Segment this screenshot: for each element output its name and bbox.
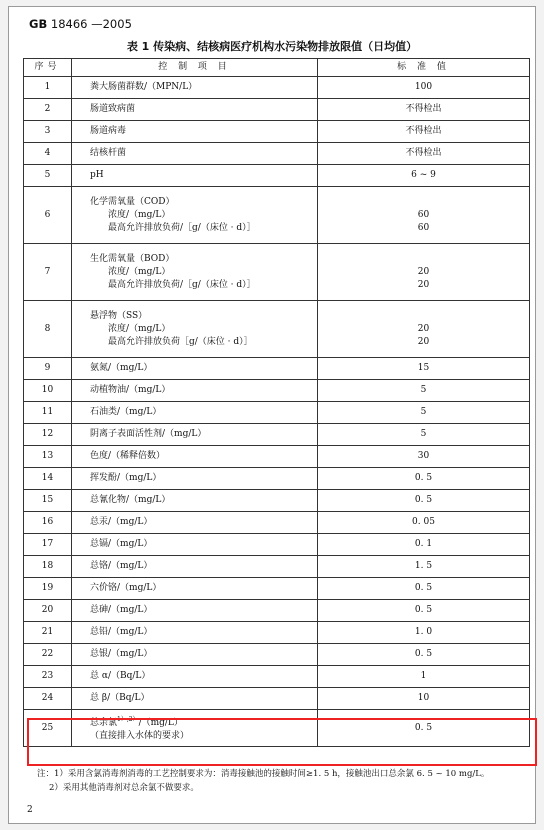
table-row [24, 301, 530, 358]
value-concentration: 20 [417, 323, 430, 334]
item-sub-concentration: 浓度/（mg/L） [108, 266, 171, 277]
table-row [24, 578, 530, 600]
item-name: 总砷/（mg/L） [90, 605, 153, 615]
row-item [72, 512, 318, 534]
table-row [24, 99, 530, 121]
table-row [24, 424, 530, 446]
item-name: 结核杆菌 [90, 148, 127, 158]
row-value [318, 424, 530, 446]
row-index: 24 [24, 688, 72, 710]
item-name: 挥发酚/（mg/L） [90, 473, 162, 483]
row-index: 16 [24, 512, 72, 534]
item-name: 肠道致病菌 [90, 104, 136, 114]
item-sub-load: 最高允许排放负荷/［g/（床位 · d）］ [108, 222, 256, 233]
table-row [24, 644, 530, 666]
item-name: 粪大肠菌群数/（MPN/L） [90, 82, 198, 92]
item-name: pH [90, 170, 104, 180]
item-name: 色度/（稀释倍数） [90, 451, 166, 461]
item-name: 总汞/（mg/L） [90, 517, 153, 527]
item-name: 悬浮物（SS） [90, 310, 148, 321]
value: 15 [417, 363, 430, 373]
col-header-value: 标 准 值 [318, 59, 530, 77]
row-index: 2 [24, 99, 72, 121]
item-name: 总氰化物/（mg/L） [90, 495, 171, 505]
value: 不得检出 [405, 148, 442, 158]
row-value [318, 578, 530, 600]
footnote-ref: 1）,2） [117, 716, 139, 723]
row-index: 14 [24, 468, 72, 490]
col-header-index: 序号 [24, 59, 72, 77]
row-index: 17 [24, 534, 72, 556]
standard-header [29, 17, 132, 31]
row-value [318, 402, 530, 424]
table-row [24, 446, 530, 468]
value-concentration: 20 [417, 266, 430, 277]
row-index: 8 [24, 301, 72, 358]
row-index: 7 [24, 244, 72, 301]
table-row [24, 666, 530, 688]
table-row [24, 380, 530, 402]
standard-code: 18466 —2005 [50, 17, 132, 31]
row-item [72, 244, 318, 301]
table-notes [37, 767, 489, 795]
row-item [72, 121, 318, 143]
item-name: 动植物油/（mg/L） [90, 385, 171, 395]
row-value [318, 446, 530, 468]
row-item [72, 644, 318, 666]
item-name: 总铬/（mg/L） [90, 561, 153, 571]
row-index: 9 [24, 358, 72, 380]
table-row [24, 402, 530, 424]
value: 1. 0 [414, 627, 433, 637]
row-item [72, 402, 318, 424]
table-row [24, 244, 530, 301]
row-item [72, 77, 318, 99]
row-value [318, 688, 530, 710]
row-value [318, 165, 530, 187]
row-value [318, 244, 530, 301]
item-name: 总镉/（mg/L） [90, 539, 153, 549]
item-name: 生化需氧量（BOD） [90, 253, 175, 264]
row-index: 6 [24, 187, 72, 244]
row-item [72, 358, 318, 380]
row-item [72, 556, 318, 578]
value: 5 [420, 429, 427, 439]
item-sub-load: 最高允许排放负荷/［g/（床位 · d）］ [108, 279, 256, 290]
row-value [318, 534, 530, 556]
value: 6 ~ 9 [411, 170, 436, 180]
row-item [72, 578, 318, 600]
item-name: 六价铬/（mg/L） [90, 583, 162, 593]
row-index: 3 [24, 121, 72, 143]
row-value [318, 600, 530, 622]
item-name: 总银/（mg/L） [90, 649, 153, 659]
value: 0. 5 [414, 605, 433, 615]
table-row [24, 187, 530, 244]
row-item [72, 468, 318, 490]
row-value [318, 301, 530, 358]
value: 不得检出 [405, 104, 442, 114]
table-row [24, 468, 530, 490]
value: 1 [420, 671, 427, 681]
row-index: 1 [24, 77, 72, 99]
document-page [8, 6, 536, 824]
row-index: 12 [24, 424, 72, 446]
table-row [24, 77, 530, 99]
table-row [24, 622, 530, 644]
table-row [24, 143, 530, 165]
value: 0. 5 [414, 583, 433, 593]
item-name: 阴离子表面活性剂/（mg/L） [90, 429, 207, 439]
table-row [24, 490, 530, 512]
value: 不得检出 [405, 126, 442, 136]
row-value [318, 187, 530, 244]
item-name: 石油类/（mg/L） [90, 407, 162, 417]
value: 5 [420, 385, 427, 395]
row-item [72, 490, 318, 512]
item-name: 肠道病毒 [90, 126, 127, 136]
row-value [318, 556, 530, 578]
table-row [24, 534, 530, 556]
row-index: 10 [24, 380, 72, 402]
row-value [318, 99, 530, 121]
row-index: 4 [24, 143, 72, 165]
page-number: 2 [27, 805, 33, 815]
value: 100 [414, 82, 433, 92]
col-header-item: 控 制 项 目 [72, 59, 318, 77]
table-row [24, 121, 530, 143]
value: 0. 5 [414, 495, 433, 505]
row-index: 25 [24, 710, 72, 747]
table-body [24, 77, 530, 747]
note-1: 注：1）采用含氯消毒剂消毒的工艺控制要求为：消毒接触池的接触时间≥1. 5 h，接触池出口总余氯 6. 5 ~ 10 mg/L。 [37, 769, 490, 779]
item-name: 总 α/（Bq/L） [90, 671, 151, 681]
row-index: 15 [24, 490, 72, 512]
gb-label: GB [29, 17, 48, 31]
row-item [72, 688, 318, 710]
row-value [318, 666, 530, 688]
row-value [318, 358, 530, 380]
limits-table [23, 58, 530, 747]
value: 1. 5 [414, 561, 433, 571]
row-item [72, 446, 318, 468]
item-sub-note: （直接排入水体的要求） [90, 731, 190, 741]
row-item [72, 99, 318, 121]
item-name: 化学需氧量（COD） [90, 196, 175, 207]
item-sub-concentration: 浓度/（mg/L） [108, 323, 171, 334]
row-index: 18 [24, 556, 72, 578]
row-index: 5 [24, 165, 72, 187]
row-value [318, 468, 530, 490]
item-name: 总 β/（Bq/L） [90, 693, 150, 703]
row-value [318, 143, 530, 165]
row-item [72, 534, 318, 556]
row-item [72, 380, 318, 402]
row-value [318, 622, 530, 644]
row-item [72, 424, 318, 446]
row-index: 13 [24, 446, 72, 468]
row-value [318, 380, 530, 402]
row-index: 20 [24, 600, 72, 622]
value-load: 20 [417, 336, 430, 347]
row-item [72, 165, 318, 187]
value: 0. 5 [414, 649, 433, 659]
table-header-row [24, 59, 530, 77]
row-item [72, 143, 318, 165]
value: 10 [417, 693, 430, 703]
row-item [72, 600, 318, 622]
table-row [24, 512, 530, 534]
table-caption: 表 1 传染病、结核病医疗机构水污染物排放限值（日均值） [126, 40, 418, 53]
item-unit: /（mg/L） [138, 718, 183, 728]
row-value [318, 121, 530, 143]
item-sub-load: 最高允许排放负荷［g/（床位 · d）］ [108, 336, 253, 347]
row-value [318, 490, 530, 512]
table-row [24, 165, 530, 187]
value: 0. 5 [414, 722, 433, 733]
value-load: 60 [417, 222, 430, 233]
row-item [72, 666, 318, 688]
note-2: 2）采用其他消毒剂对总余氯不做要求。 [49, 783, 199, 793]
row-item [72, 622, 318, 644]
row-index: 11 [24, 402, 72, 424]
row-item [72, 187, 318, 244]
item-name: 总余氯 [90, 718, 118, 728]
row-index: 23 [24, 666, 72, 688]
highlight-box [27, 718, 537, 766]
value: 0. 1 [414, 539, 433, 549]
value: 5 [420, 407, 427, 417]
row-value [318, 644, 530, 666]
value: 30 [417, 451, 430, 461]
row-index: 22 [24, 644, 72, 666]
item-name: 总铅/（mg/L） [90, 627, 153, 637]
row-item [72, 301, 318, 358]
value: 0. 5 [414, 473, 433, 483]
table-row [24, 556, 530, 578]
item-name: 氨氮/（mg/L） [90, 363, 153, 373]
value-load: 20 [417, 279, 430, 290]
value: 0. 05 [412, 517, 435, 527]
value-concentration: 60 [417, 209, 430, 220]
table-row [24, 358, 530, 380]
row-index: 21 [24, 622, 72, 644]
item-sub-concentration: 浓度/（mg/L） [108, 209, 171, 220]
row-index: 19 [24, 578, 72, 600]
table-row [24, 600, 530, 622]
table-row [24, 688, 530, 710]
row-value [318, 77, 530, 99]
row-value [318, 512, 530, 534]
